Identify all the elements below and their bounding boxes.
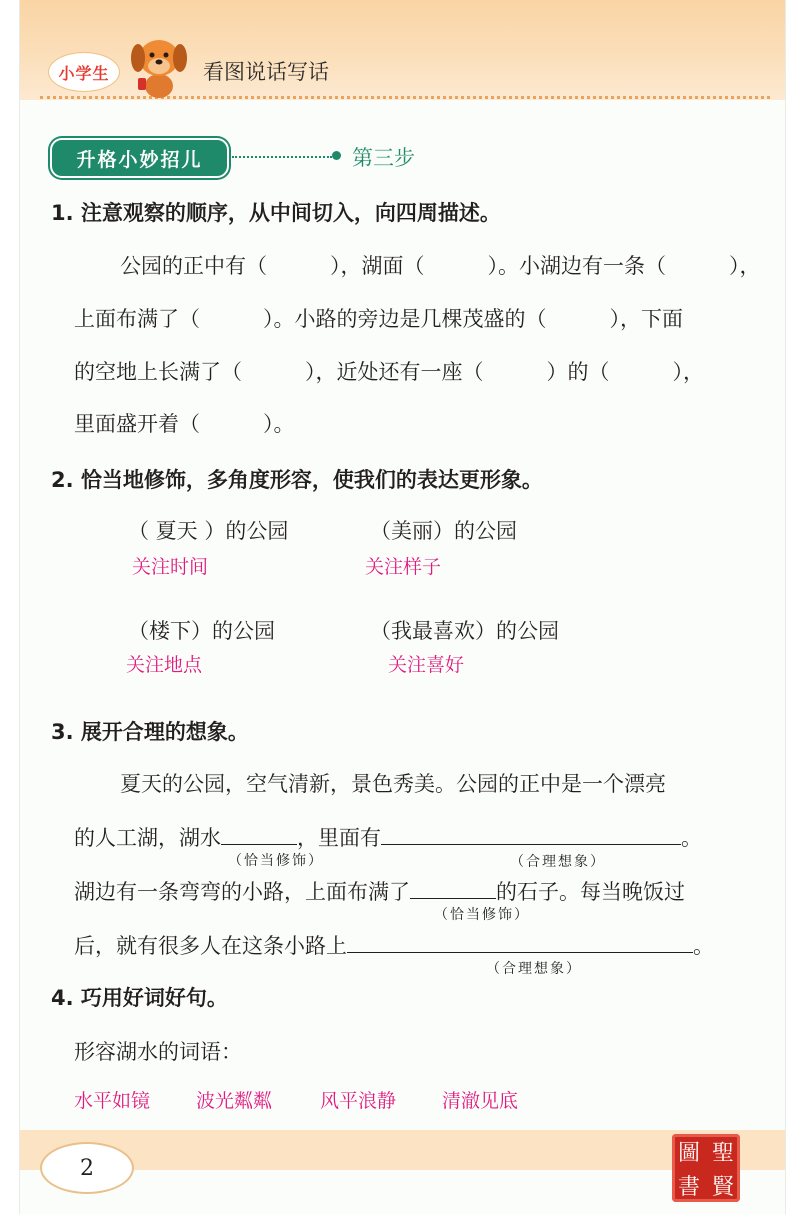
section3-line-3b: 的石子。每当晚饭过 — [496, 880, 685, 904]
seal-char: 書 — [677, 1174, 700, 1200]
section3-line-4a: 后，就有很多人在这条小路上 — [74, 934, 347, 958]
modifier-hint: 关注时间 — [132, 556, 209, 578]
section3-line-3 — [74, 876, 685, 906]
section3-heading: 3. 展开合理的想象。 — [51, 720, 249, 744]
section3-line-1: 夏天的公园，空气清新，景色秀美。公园的正中是一个漂亮 — [120, 772, 666, 796]
step-badge-label: 升格小妙招儿 — [76, 148, 203, 171]
section1-line-2: 上面布满了（ ）。小路的旁边是几棵茂盛的（ ），下面 — [74, 307, 683, 331]
page-footer — [20, 1130, 785, 1170]
section4-heading: 4. 巧用好词好句。 — [51, 986, 228, 1010]
section1-line-3: 的空地上长满了（ ），近处还有一座（ ）的（ ）， — [74, 360, 704, 384]
word-chip: 风平浪静 — [320, 1090, 397, 1112]
word-chip: 波光粼粼 — [196, 1090, 273, 1112]
modifier-hint: 关注地点 — [126, 654, 203, 676]
section3-line-2c: 。 — [681, 826, 702, 850]
blank-note: （合理想象） — [510, 854, 606, 870]
modifier-hint: 关注喜好 — [388, 654, 465, 676]
blank-imagination-1[interactable] — [381, 824, 681, 845]
brand-badge — [48, 52, 120, 92]
blank-modifier-1[interactable] — [221, 824, 297, 845]
seal-char: 聖 — [711, 1140, 734, 1166]
modifier-item: （美丽）的公园 — [370, 519, 517, 543]
modifier-hint: 关注样子 — [365, 556, 442, 578]
header-title: 看图说话写话 — [203, 60, 329, 84]
step-badge — [50, 138, 229, 178]
section3-line-2b: ，里面有 — [297, 826, 381, 850]
blank-note: （恰当修饰） — [434, 907, 530, 923]
book-page — [19, 0, 786, 1214]
blank-modifier-2[interactable] — [410, 878, 496, 899]
modifier-item: （楼下）的公园 — [128, 619, 275, 643]
section3-line-4 — [74, 930, 714, 960]
seal-char: 賢 — [711, 1174, 734, 1200]
seal-stamp-icon — [672, 1134, 740, 1202]
section3-line-2a: 的人工湖，湖水 — [74, 826, 221, 850]
blank-imagination-2[interactable] — [347, 932, 693, 953]
section1-line-4: 里面盛开着（ ）。 — [74, 412, 295, 436]
section4-intro: 形容湖水的词语： — [74, 1040, 242, 1064]
word-chip: 清澈见底 — [442, 1090, 519, 1112]
modifier-item: （ 夏天 ）的公园 — [128, 519, 289, 543]
page-number: 2 — [80, 1155, 94, 1181]
page-number-badge — [40, 1142, 134, 1194]
word-chip: 水平如镜 — [74, 1090, 151, 1112]
section1-line-1: 公园的正中有（ ），湖面（ ）。小湖边有一条（ ）， — [120, 254, 761, 278]
blank-note: （恰当修饰） — [228, 853, 324, 869]
step-connector — [232, 156, 332, 158]
section1-heading: 1. 注意观察的顺序，从中间切入，向四周描述。 — [51, 201, 501, 225]
blank-note: （合理想象） — [486, 961, 582, 977]
brand-label: 小学生 — [58, 63, 110, 83]
section3-line-4b: 。 — [693, 934, 714, 958]
dog-mascot-icon — [124, 28, 194, 100]
section3-line-2 — [74, 822, 702, 852]
section2-heading: 2. 恰当地修饰，多角度形容，使我们的表达更形象。 — [51, 468, 543, 492]
modifier-item: （我最喜欢）的公园 — [370, 619, 559, 643]
step-dot-icon — [332, 151, 341, 160]
seal-char: 圖 — [677, 1140, 700, 1166]
step-label: 第三步 — [352, 146, 415, 170]
section3-line-3a: 湖边有一条弯弯的小路，上面布满了 — [74, 880, 410, 904]
